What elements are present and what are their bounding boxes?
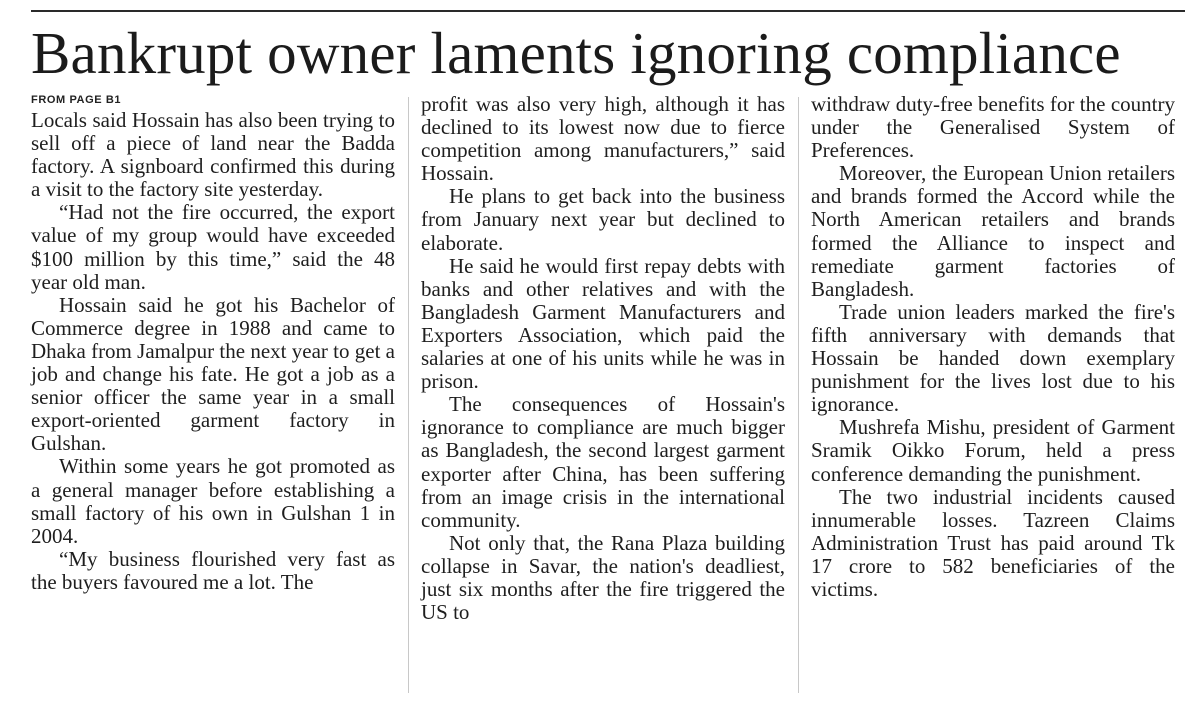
paragraph: withdraw duty-free benefits for the country under the Generalised System of Preferences.: [811, 92, 1175, 163]
jump-line: FROM PAGE B1: [31, 94, 122, 106]
column-divider: [798, 97, 799, 693]
paragraph: Trade union leaders marked the fire's fifth anniversary with demands that Hossain be handed down exemplary punishment for the lives lost due to his ignorance.: [811, 299, 1175, 417]
article-column-1: [31, 93, 395, 594]
paragraph: Locals said Hossain has also been trying to sell off a piece of land near the Badda factory. A signboard confirmed this during a visit to the factory site yesterday.: [31, 108, 395, 202]
paragraph: He said he would first repay debts with banks and other relatives and with the Bangladesh Garment Manufacturers and Exporters Association, which paid the salaries at one of his units while he was in prison.: [421, 253, 785, 394]
paragraph: Within some years he got promoted as a general manager before establishing a small factory of his own in Gulshan 1 in 2004.: [31, 454, 395, 548]
paragraph: profit was also very high, although it has declined to its lowest now due to fierce competition among manufacturers,” said Hossain.: [421, 92, 785, 186]
paragraph: “Had not the fire occurred, the export value of my group would have exceeded $100 million by this time,” said the 48 year old man.: [31, 200, 395, 294]
paragraph: The consequences of Hossain's ignorance to compliance are much bigger as Bangladesh, the second largest garment exporter after China, has been suffering from an image crisis in the international community.: [421, 392, 785, 532]
paragraph: Moreover, the European Union retailers and brands formed the Accord while the North American retailers and brands formed the Alliance to inspect and remediate garment factories of Bangladesh.: [811, 161, 1175, 301]
top-rule: [31, 10, 1185, 12]
paragraph: “My business flourished very fast as the buyers favoured me a lot. The: [31, 546, 395, 594]
headline: Bankrupt owner laments ignoring compliance: [31, 20, 1121, 86]
paragraph: Hossain said he got his Bachelor of Commerce degree in 1988 and came to Dhaka from Jamalpur the next year to get a job and change his fate. He got a job as a senior officer the same year in a small export-oriented garment factory in Gulshan.: [31, 292, 395, 456]
article-column-3: [811, 93, 1175, 601]
paragraph: The two industrial incidents caused innumerable losses. Tazreen Claims Administration Trust has paid around Tk 17 crore to 582 beneficiaries of the victims.: [811, 484, 1175, 601]
paragraph: Not only that, the Rana Plaza building collapse in Savar, the nation's deadliest, just six months after the fire triggered the US to: [421, 530, 785, 625]
column-divider: [408, 97, 409, 693]
paragraph: He plans to get back into the business from January next year but declined to elaborate.: [421, 184, 785, 255]
article-column-2: [421, 93, 785, 624]
paragraph: Mushrefa Mishu, president of Garment Sramik Oikko Forum, held a press conference demanding the punishment.: [811, 415, 1175, 486]
